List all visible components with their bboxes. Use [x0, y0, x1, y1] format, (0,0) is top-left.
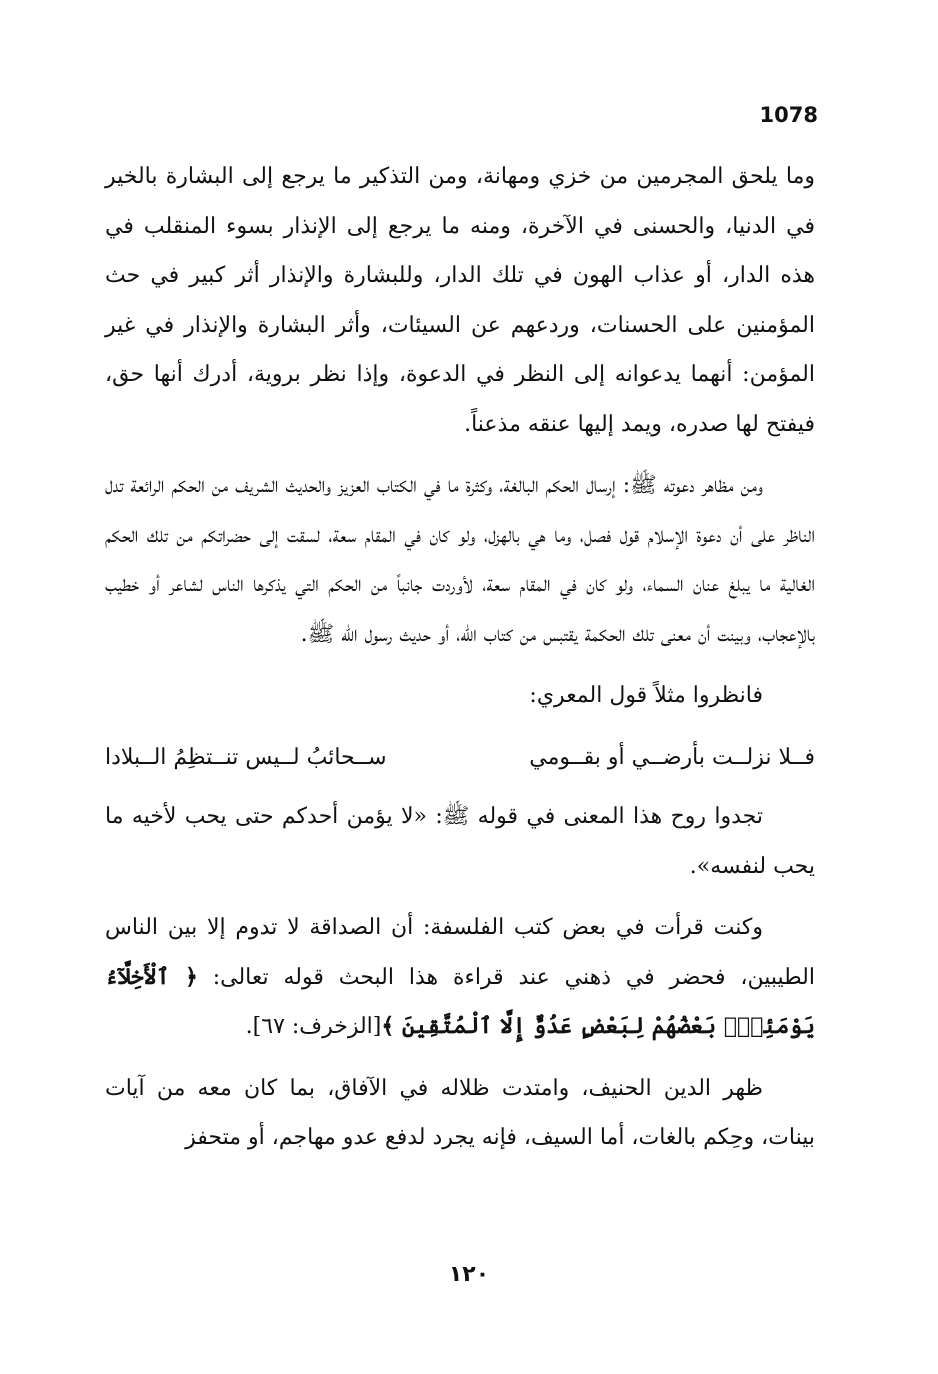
poetry-verse [105, 733, 815, 783]
friendship-text: وكنت قرأت في بعض كتب الفلسفة: أن الصداقة لا تدوم إلا بين الناس الطيبين، فحضر في ذهني عند قراءة هذا البحث قوله تعالى: [105, 915, 815, 990]
paragraph-warning-and-glad-tidings: وما يلحق المجرمين من خزي ومهانة، ومن التذكير ما يرجع إلى البشارة بالخير في الدنيا، والحسنى في الآخرة، ومنه ما يرجع إلى الإنذار بسوء المنقلب في هذه الدار، أو عذاب الهون في تلك الدار، وللبشارة والإنذار أثر كبير في حث المؤمنين على الحسنات، وردعهم عن السيئات، وأثر البشارة والإنذار في غير المؤمن: أنهما يدعوانه إلى النظر في الدعوة، وإذا نظر بروية، أدرك أنها حق، فيفتح لها صدره، ويمد إليها عنقه مذعناً. [105, 164, 815, 437]
paragraph-friendship [105, 903, 815, 1052]
folio-number: 1078 [759, 103, 818, 127]
quran-citation: [الزخرف: ٦٧]. [245, 1014, 382, 1039]
quran-verse: ﴿ ٱلْأَخِلَّآءُ يَوْمَئِذٍۭ بَعْضُهُمْ لِبَعْضٍ عَدُوٌّ إِلَّا ٱلْمُتَّقِينَ ﴾ [105, 963, 815, 1039]
page-number: ١٢٠ [448, 1262, 490, 1287]
paragraph-hadith: تجدوا روح هذا المعنى في قوله ﷺ: «لا يؤمن أحدكم حتى يحب لأخيه ما يحب لنفسه». [105, 804, 815, 879]
paragraph-wise-sayings: ومن مظاهر دعوته ﷺ: إرسال الحكم البالغة، وكثرة ما في الكتاب العزيز والحديث الشريف من الحكم الرائعة تدل الناظر على أن دعوة الإسلام قول فصل، وما هي بالهزل، ولو كان في المقام سعة، لسقت إلى حضراتكم من تلك الحكم الغالية ما يبلغ عنان السماء، ولو كان في المقام سعة، لأوردت جانباً من الحكم التي يذكرها الناس لشاعر أو خطيب بالإعجاب، وبينت أن معنى تلك الحكمة يقتبس من كتاب الله، أو حديث رسول الله ﷺ. [105, 473, 815, 647]
page-body [105, 152, 815, 1175]
verse-second-hemistich: ســحائبُ لــيس تنــتظِمُ الــبلادا [105, 744, 387, 770]
paragraph-religion-spread: ظهر الدين الحنيف، وامتدت ظلاله في الآفاق، بما كان معه من آيات بينات، وحِكم بالغات، أما السيف، فإنه يجرد لدفع عدو مهاجم، أو متحفز [105, 1075, 815, 1150]
paragraph-maarri-intro: فانظروا مثلاً قول المعري: [529, 683, 763, 708]
verse-first-hemistich: فــلا نزلــت بأرضــي أو بقــومي [529, 744, 815, 770]
